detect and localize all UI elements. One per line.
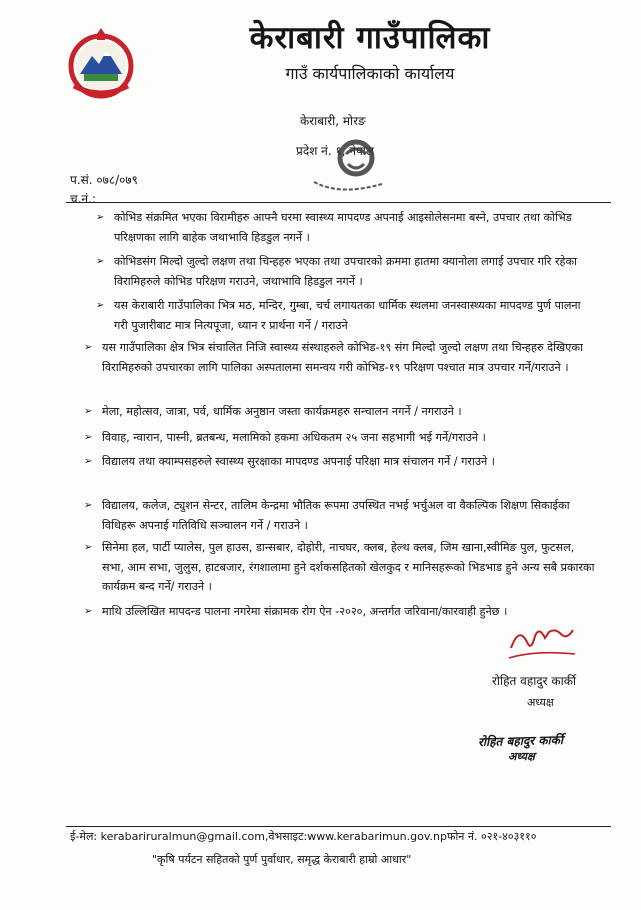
arrow-bullet-icon: ➢ <box>84 606 93 617</box>
header-divider <box>66 202 611 203</box>
list-item: ➢ विद्यालय, कलेज, ट्युशन सेन्टर, तालिम केन्द्रमा भौतिक रूपमा उपस्थित नभई भर्चुअल वा वैकल्पिक शिक्षण सिकाईका विधिहरू अपनाई गतिविधि सञ्चालन गर्ने / गराउने । <box>84 496 598 535</box>
list-item: ➢ सिनेमा हल, पार्टी प्यालेस, पुल हाउस, डान्सबार, दोहोरी, नाचघर, क्लब, हेल्थ क्लब, जिम खाना,स्वीमिङ पुल, फुटसल, सभा, आम सभा, जुलुस, हाटबजार, रंगशालामा हुने दर्शकसहितको खेलकुद र मानिसहरूको भिडभाड हुने अन्य सबै प्रकारका कार्यक्रम बन्द गर्ने/ गराउने । <box>84 538 598 597</box>
reference-number: प.सं. ०७८/०७९ <box>70 173 138 187</box>
arrow-bullet-icon: ➢ <box>84 542 93 553</box>
dispatch-number: च.नं.: <box>70 192 96 206</box>
list-item: ➢ विद्यालय तथा क्याम्पसहरुले स्वास्थ्य सुरक्षाका मापदण्ड अपनाई परिक्षा मात्र संचालन गर्ने / गराउने । <box>84 452 598 472</box>
seal-title: अध्यक्ष <box>508 750 535 763</box>
office-subtitle: गाउँ कार्यपालिकाको कार्यालय <box>285 64 455 83</box>
footer-contact: ई-मेल: kerabariruralmun@gmail.com,वेभसाइट:www.kerabarimun.gov.npफोन नं. ०२१-४०३११० <box>70 830 537 843</box>
signature-icon <box>505 618 581 668</box>
arrow-bullet-icon: ➢ <box>96 256 105 267</box>
arrow-bullet-icon: ➢ <box>84 456 93 467</box>
address-line-1: केराबारी, मोरङ <box>300 114 366 128</box>
signer-title: अध्यक्ष <box>527 696 554 709</box>
list-item: ➢ मेला, महोत्सव, जात्रा, पर्व, धार्मिक अनुष्ठान जस्ता कार्यक्रमहरु सन्चालन नगर्ने / नगराउने । <box>84 402 598 422</box>
footer-divider <box>66 826 611 827</box>
arrow-bullet-icon: ➢ <box>96 212 105 223</box>
arrow-bullet-icon: ➢ <box>84 406 93 417</box>
list-item: ➢ यस केराबारी गाउँपालिका भित्र मठ, मन्दिर, गुम्बा, चर्च लगायतका धार्मिक स्थलमा जनस्वास्थ्यका मापदण्ड पुर्ण पालना गरी पुजारीबाट मात्र नित्यपूजा, ध्यान र प्रार्थना गर्ने / गराउने <box>96 296 596 335</box>
arrow-bullet-icon: ➢ <box>84 432 93 443</box>
arrow-bullet-icon: ➢ <box>84 342 93 353</box>
arrow-bullet-icon: ➢ <box>84 500 93 511</box>
municipality-title: केराबारी गाउँपालिका <box>249 20 491 56</box>
list-item: ➢ विवाह, न्वारान, पास्नी, ब्रतबन्ध, मलामिको हकमा अधिकतम २५ जना सहभागी भई गर्ने/गराउने । <box>84 428 598 448</box>
list-item: ➢ माथि उल्लिखित मापदन्ड पालना नगरेमा संक्रामक रोग ऐन -२०२०, अन्तर्गत जरिवाना/कारवाही हुनेछ । <box>84 602 598 622</box>
signer-name: रोहित वहादुर कार्की <box>492 674 577 688</box>
arrow-bullet-icon: ➢ <box>96 300 105 311</box>
office-stamp-icon <box>300 118 396 204</box>
address-line-2: प्रदेश नं. १, नेपाल <box>296 144 375 158</box>
footer-slogan: "कृषि पर्यटन सहितको पुर्ण पुर्वाधार, समृद्ध केराबारी हाम्रो आधार" <box>152 853 412 866</box>
seal-name: रोहित बहादुर कार्की <box>477 732 564 750</box>
list-item: ➢ कोभिड संक्रमित भएका विरामीहरु आफ्नै घरमा स्वास्थ्य मापदण्ड अपनाई आइसोलेसनमा बस्ने, उपचार तथा कोभिड परिक्षणका लागि बाहेक जथाभावि हिडडुल नगर्ने । <box>96 208 596 247</box>
list-item: ➢ यस गाउँपालिका क्षेत्र भित्र संचालित निजि स्वास्थ्य संस्थाहरुले कोभिड-१९ संग मिल्दो जुल्दो लक्षण तथा चिन्हहरु देखिएका विरामिहरुको उपचारका लागि पालिका अस्पतालमा समन्वय गरी कोभिड-१९ परिक्षण पश्चात मात्र उपचार गर्ने/गराउने । <box>84 338 598 377</box>
nepal-emblem-icon <box>66 28 136 100</box>
list-item: ➢ कोभिडसंग मिल्दो जुल्दो लक्षण तथा चिन्हहरु भएका तथा उपचारको क्रममा हातमा क्यानोला लगाई उपचार गरि रहेका विरामिहरुले कोभिड परिक्षण गराउने, जथाभावि हिडडुल नगर्ने । <box>96 252 596 291</box>
